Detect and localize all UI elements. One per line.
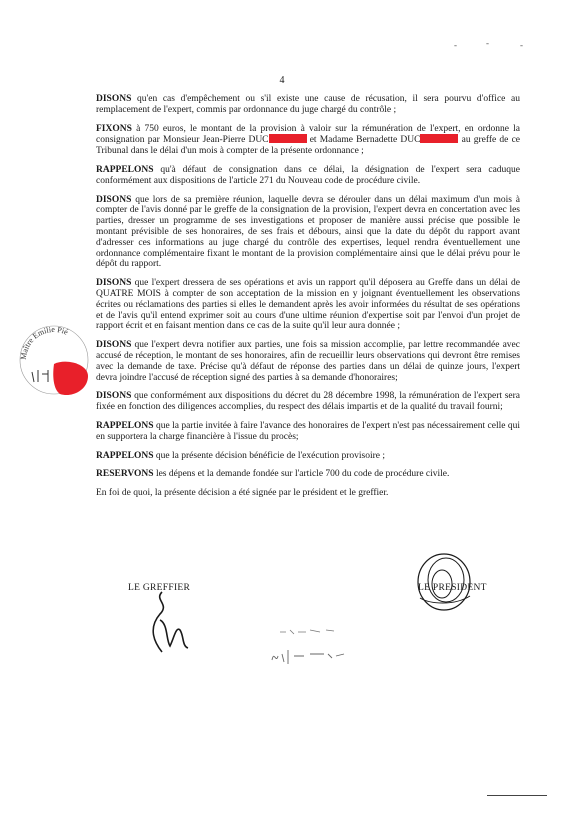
paragraph-4 [96,195,520,271]
margin-mark: - [454,40,457,50]
paragraph-text: et Madame Bernadette DUC [306,135,421,146]
paragraph-text: à 750 euros, le montant de la provision à valoir sur la rémunération de l'expert, en ordonne la consignation par Monsieur Jean-Pierre DUC [96,123,520,146]
greffier-signature [140,590,200,660]
redaction-box [420,134,458,143]
paragraph-5 [96,278,520,332]
redaction-box [269,134,307,143]
keyword: DISONS [96,94,132,104]
paragraph-11 [96,488,520,499]
paragraph-text: qu'en cas d'empêchement ou s'il existe une cause de récusation, il sera pourvu d'office au remplacement de l'expert, commis par ordonnance du juge chargé du contrôle ; [96,94,520,115]
greffier-label: LE GREFFIER [128,583,191,593]
svg-text:Maître Emilie Pié [19,325,70,360]
stamp-text: Maître Emilie Pié [18,324,70,361]
paragraph-text: que la partie invitée à faire l'avance des honoraires de l'expert n'est pas nécessairement celle qui en supportera la charge financière à l'issue du procès; [96,420,520,442]
paragraph-text: que lors de sa première réunion, laquelle devra se dérouler dans un délai maximum d'un mois à compter de l'avis donné par le greffe de la consignation de la provision, l'expert devra en concertation avec les parties, dresser un programme de ses investigations et proposer de manière aussi précise que possible le montant prévisible de ses honoraires, de ses frais et débours, ainsi que la date du dépôt du rapport avant d'adresser ces informations au juge chargé du contrôle des expertises, lequel rendra éventuellement une ordonnance complémentaire fixant le montant de la provision complémentaire ainsi que le délai prévu pour le dépôt du rapport. [96,194,520,270]
footer-rule [487,795,547,796]
handwritten-note [270,620,380,670]
paragraph-text: au greffe de ce Tribunal dans le délai d'un mois à compter de la présente ordonnance ; [96,135,520,157]
paragraph-text: que la présente décision bénéficie de l'exécution provisoire ; [153,450,386,461]
paragraph-text: En foi de quoi, la présente décision a été signée par le président et le greffier. [96,488,389,499]
lawyer-stamp [14,320,94,400]
paragraph-text: que l'expert dressera de ses opérations et avis un rapport qu'il déposera au Greffe dans un délai de QUATRE MOIS à compter de son acceptation de la mission en y joignant éventuellement les observations écrites ou réclamations des parties si elles le demandent après les avoir informées du résultat de ses opérations et de l'avis qu'il entend exprimer soit au cours d'une ultime réunion d'expertise soit par l'envoi d'un projet de rapport écrit et en faisant mention dans ce cas de la suite qu'il leur aura donnée ; [96,278,520,332]
president-signature [410,548,480,618]
paragraph-text: que conformément aux dispositions du décret du 28 décembre 1998, la rémunération de l'expert sera fixée en fonction des diligences accomplies, du respect des délais impartis et de la qualité du travail fourni; [96,391,520,413]
paragraph-text: qu'à défaut de consignation dans ce délai, la désignation de l'expert sera caduque conformément aux dispositions de l'article 271 du Nouveau code de procédure civile. [96,164,520,186]
keyword: RESERVONS [96,469,154,480]
page-number: 4 [279,75,285,86]
paragraph-text: que l'expert devra notifier aux parties, une fois sa mission accomplie, par lettre recommandée avec accusé de réception, le montant de ses honoraires, afin de recueillir leurs observations qui devront être remises avec la demande de taxe. Précise qu'à défaut de réponse des parties dans un délai de quinze jours, l'expert devra joindre l'accusé de réception signé des parties à sa demande d'honoraires; [96,340,520,383]
keyword: RAPPELONS [96,420,154,431]
paragraph-7 [96,391,520,413]
keyword: FIXONS [96,123,132,134]
keyword: DISONS [96,194,132,205]
margin-mark: - [486,38,489,48]
president-label: LE PRESIDENT [418,583,487,593]
paragraph-text: les dépens et la demande fondée sur l'article 700 du code de procédure civile. [153,469,450,480]
document-body [96,94,520,507]
paragraph-8 [96,421,520,443]
paragraph-10 [96,469,520,480]
margin-mark: - [520,40,523,50]
paragraph-6 [96,340,520,383]
paragraph-2 [96,124,520,157]
paragraph-1 [96,94,520,116]
paragraph-3 [96,165,520,187]
keyword: RAPPELONS [96,164,154,175]
paragraph-9 [96,451,520,462]
keyword: RAPPELONS [96,450,154,461]
keyword: DISONS [96,391,132,402]
keyword: DISONS [96,340,132,351]
keyword: DISONS [96,278,132,289]
